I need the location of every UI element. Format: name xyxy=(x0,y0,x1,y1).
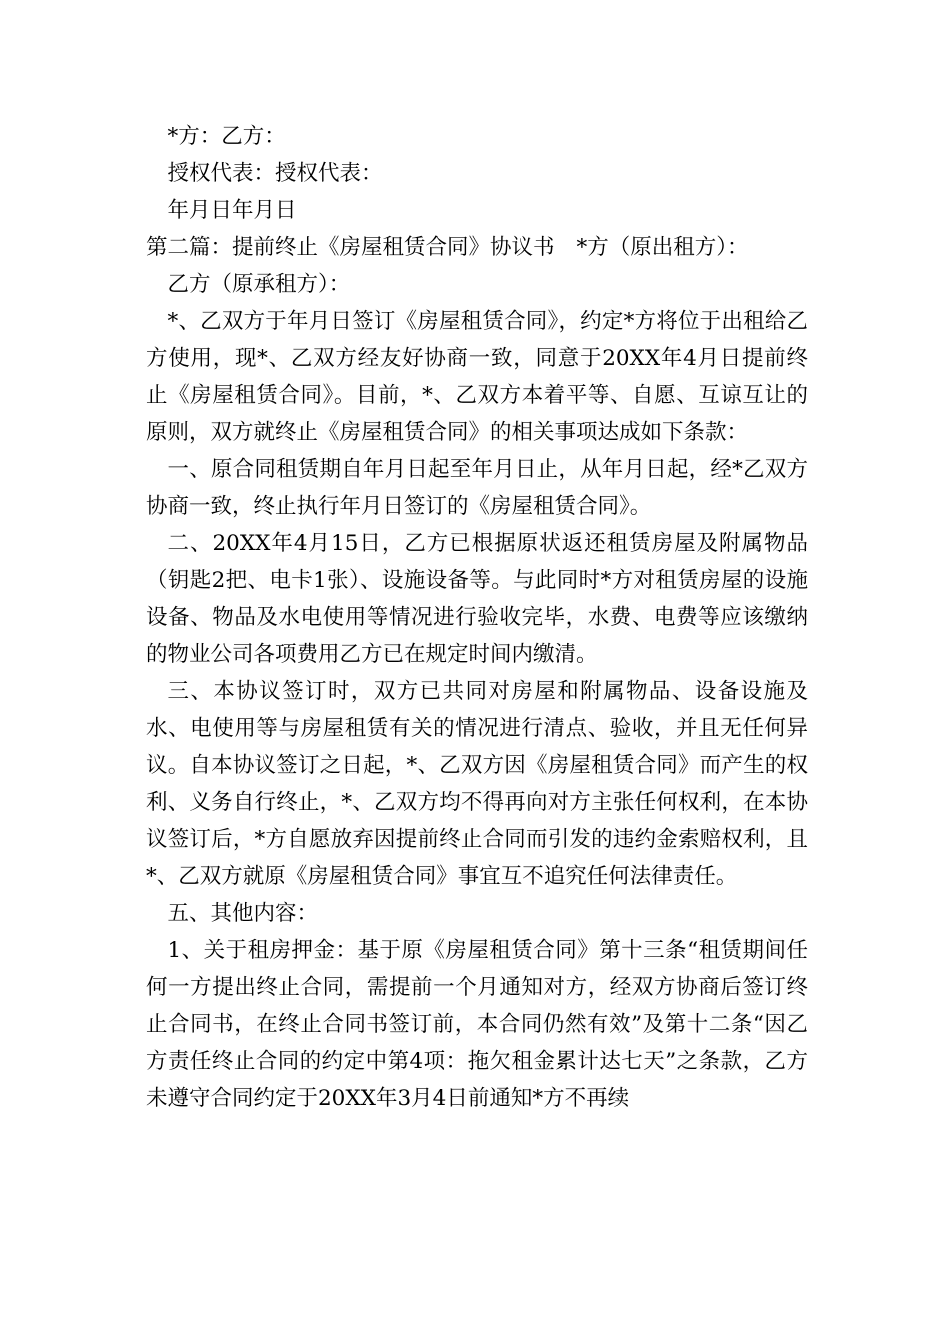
clause-2: 二、20XX年4月15日，乙方已根据原状返还租赁房屋及附属物品（钥匙2把、电卡1张）、设施设备等。与此同时*方对租赁房屋的设施设备、物品及水电使用等情况进行验收完毕，水费、电费等应该缴纳的物业公司各项费用乙方已在规定时间内缴清。 xyxy=(146,531,808,667)
signature-parties: *方：乙方： xyxy=(167,124,286,149)
party-a-label: *方（原出租方）： xyxy=(576,235,749,260)
section-two-heading-line xyxy=(146,229,808,266)
clause-5-item-1: 1、关于租房押金：基于原《房屋租赁合同》第十三条“租赁期间任何一方提出终止合同，需提前一个月通知对方，经双方协商后签订终止合同书，在终止合同书签订前，本合同仍然有效”及第十二条“因乙方责任终止合同的约定中第4项：拖欠租金累计达七天”之条款，乙方未遵守合同约定于20XX年3月4日前通知*方不再续 xyxy=(146,938,808,1111)
clause-5-heading: 五、其他内容： xyxy=(167,901,319,926)
signature-representatives: 授权代表：授权代表： xyxy=(167,161,383,186)
signature-dates: 年月日年月日 xyxy=(167,198,297,223)
clause-1: 一、原合同租赁期自年月日起至年月日止，从年月日起，经*乙双方协商一致，终止执行年月日签订的《房屋租赁合同》。 xyxy=(146,457,808,519)
clause-3: 三、本协议签订时，双方已共同对房屋和附属物品、设备设施及水、电使用等与房屋租赁有关的情况进行清点、验收，并且无任何异议。自本协议签订之日起，*、乙双方因《房屋租赁合同》而产生的权利、义务自行终止，*、乙双方均不得再向对方主张任何权利，在本协议签订后，*方自愿放弃因提前终止合同而引发的违约金索赔权利，且*、乙双方就原《房屋租赁合同》事宜互不追究任何法律责任。 xyxy=(146,679,808,889)
party-b-label: 乙方（原承租方）： xyxy=(167,272,351,297)
section-two-heading: 第二篇：提前终止《房屋租赁合同》协议书 xyxy=(146,235,555,260)
intro-paragraph: *、乙双方于年月日签订《房屋租赁合同》，约定*方将位于出租给乙方使用，现*、乙双方经友好协商一致，同意于20XX年4月日提前终止《房屋租赁合同》。目前，*、乙双方本着平等、自愿、互谅互让的原则，双方就终止《房屋租赁合同》的相关事项达成如下条款： xyxy=(146,309,808,445)
document-body xyxy=(146,118,808,1117)
